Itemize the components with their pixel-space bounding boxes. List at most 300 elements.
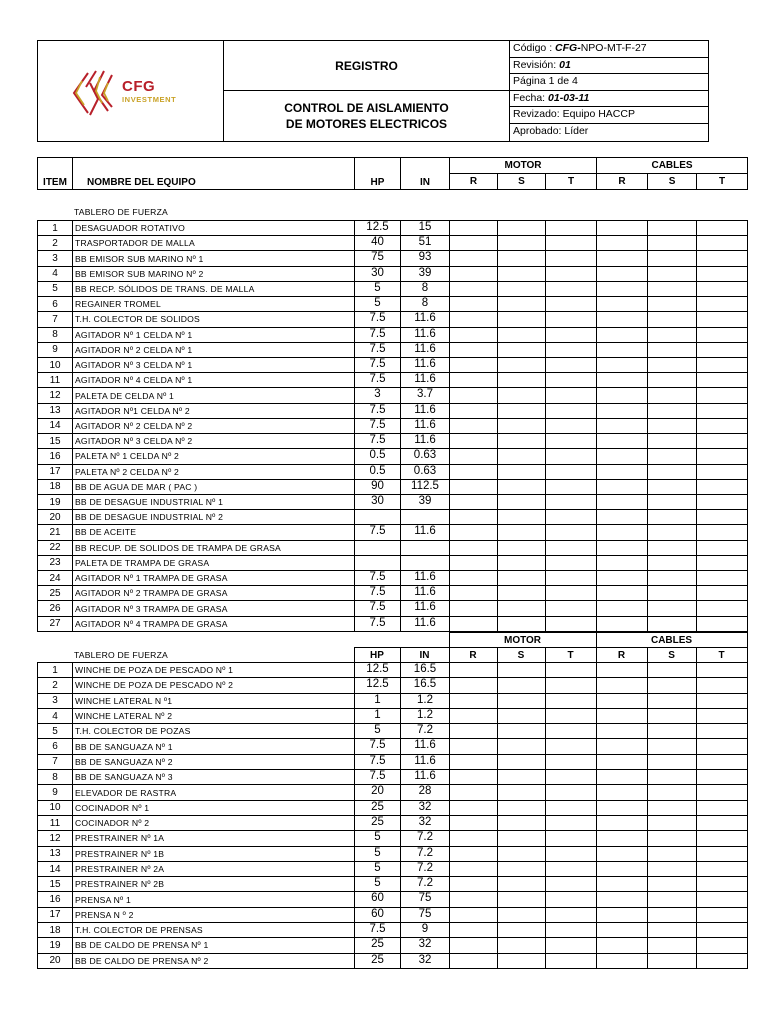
cables-s-input-cell[interactable] [648, 357, 697, 372]
cables-s-input-cell[interactable] [648, 846, 697, 861]
motor-r-input-cell[interactable] [450, 877, 498, 892]
cables-r-input-cell[interactable] [597, 449, 648, 464]
cables-r-input-cell[interactable] [597, 586, 648, 601]
motor-t-input-cell[interactable] [546, 586, 597, 601]
cables-t-input-cell[interactable] [697, 266, 748, 281]
cables-s-input-cell[interactable] [648, 831, 697, 846]
cables-s-input-cell[interactable] [648, 494, 697, 509]
motor-s-input-cell[interactable] [498, 266, 546, 281]
motor-s-input-cell[interactable] [498, 892, 546, 907]
motor-t-input-cell[interactable] [546, 479, 597, 494]
cables-r-input-cell[interactable] [597, 540, 648, 555]
motor-r-input-cell[interactable] [450, 938, 498, 953]
motor-s-input-cell[interactable] [498, 953, 546, 968]
motor-s-input-cell[interactable] [498, 724, 546, 739]
hp-cell: 5 [355, 281, 401, 296]
cables-r-input-cell[interactable] [597, 693, 648, 708]
motor-s-input-cell[interactable] [498, 785, 546, 800]
motor-r-input-cell[interactable] [450, 892, 498, 907]
cables-s-input-cell[interactable] [648, 892, 697, 907]
cables-s-input-cell[interactable] [648, 373, 697, 388]
motor-r-input-cell[interactable] [450, 678, 498, 693]
motor-t-input-cell[interactable] [546, 861, 597, 876]
motor-t-input-cell[interactable] [546, 221, 597, 236]
cables-r-input-cell[interactable] [597, 739, 648, 754]
motor-r-input-cell[interactable] [450, 754, 498, 769]
cables-t-input-cell[interactable] [697, 449, 748, 464]
motor-s-input-cell[interactable] [498, 312, 546, 327]
motor-r-input-cell[interactable] [450, 616, 498, 631]
motor-r-input-cell[interactable] [450, 281, 498, 296]
motor-r-input-cell[interactable] [450, 312, 498, 327]
motor-s-input-cell[interactable] [498, 586, 546, 601]
cables-s-input-cell[interactable] [648, 770, 697, 785]
cables-t-input-cell[interactable] [697, 678, 748, 693]
cables-r-input-cell[interactable] [597, 312, 648, 327]
motor-t-input-cell[interactable] [546, 251, 597, 266]
cables-s-input-cell[interactable] [648, 510, 697, 525]
motor-s-input-cell[interactable] [498, 754, 546, 769]
motor-t-input-cell[interactable] [546, 540, 597, 555]
motor-s-input-cell[interactable] [498, 571, 546, 586]
cables-t-input-cell[interactable] [697, 601, 748, 616]
motor-r-input-cell[interactable] [450, 342, 498, 357]
motor-r-input-cell[interactable] [450, 418, 498, 433]
motor-s-input-cell[interactable] [498, 510, 546, 525]
cables-s-input-cell[interactable] [648, 236, 697, 251]
cables-t-input-cell[interactable] [697, 800, 748, 815]
motor-r-input-cell[interactable] [450, 297, 498, 312]
motor-t-input-cell[interactable] [546, 739, 597, 754]
motor-s-input-cell[interactable] [498, 540, 546, 555]
cables-t-input-cell[interactable] [697, 418, 748, 433]
motor-t-input-cell[interactable] [546, 342, 597, 357]
motor-s-input-cell[interactable] [498, 739, 546, 754]
table-row [38, 953, 748, 968]
cables-s-input-cell[interactable] [648, 923, 697, 938]
cables-r-input-cell[interactable] [597, 327, 648, 342]
cables-s-input-cell[interactable] [648, 724, 697, 739]
motor-r-input-cell[interactable] [450, 800, 498, 815]
motor-t-input-cell[interactable] [546, 663, 597, 678]
cables-r-input-cell[interactable] [597, 479, 648, 494]
cables-t-input-cell[interactable] [697, 693, 748, 708]
motor-s-input-cell[interactable] [498, 555, 546, 570]
item-cell: 19 [38, 494, 73, 509]
cables-s-input-cell[interactable] [648, 342, 697, 357]
cables-r-input-cell[interactable] [597, 831, 648, 846]
cables-s-input-cell[interactable] [648, 449, 697, 464]
equipment-name-cell: BB DE DESAGUE INDUSTRIAL Nº 1 [73, 494, 355, 509]
cables-t-input-cell[interactable] [697, 586, 748, 601]
cables-t-input-cell[interactable] [697, 846, 748, 861]
cables-s-input-cell[interactable] [648, 663, 697, 678]
motor-r-input-cell[interactable] [450, 327, 498, 342]
motor-s-input-cell[interactable] [498, 236, 546, 251]
cables-t-input-cell[interactable] [697, 388, 748, 403]
cables-t-input-cell[interactable] [697, 403, 748, 418]
motor-s-input-cell[interactable] [498, 693, 546, 708]
col-motor: MOTOR [450, 158, 597, 174]
motor-r-input-cell[interactable] [450, 479, 498, 494]
cables-s-input-cell[interactable] [648, 678, 697, 693]
cables-r-input-cell[interactable] [597, 373, 648, 388]
motor-r-input-cell[interactable] [450, 586, 498, 601]
in-cell: 7.2 [401, 724, 450, 739]
motor-s-input-cell[interactable] [498, 403, 546, 418]
motor-t-input-cell[interactable] [546, 892, 597, 907]
cables-s-input-cell[interactable] [648, 586, 697, 601]
cables-t-input-cell[interactable] [697, 861, 748, 876]
motor-t-input-cell[interactable] [546, 373, 597, 388]
cables-r-input-cell[interactable] [597, 708, 648, 723]
motor-t-input-cell[interactable] [546, 815, 597, 830]
motor-r-input-cell[interactable] [450, 525, 498, 540]
motor-s-input-cell[interactable] [498, 678, 546, 693]
motor-s-input-cell[interactable] [498, 327, 546, 342]
motor-t-input-cell[interactable] [546, 418, 597, 433]
cables-s-input-cell[interactable] [648, 266, 697, 281]
motor-r-input-cell[interactable] [450, 266, 498, 281]
cables-t-input-cell[interactable] [697, 236, 748, 251]
motor-t-input-cell[interactable] [546, 953, 597, 968]
cables-s-input-cell[interactable] [648, 601, 697, 616]
motor-s-input-cell[interactable] [498, 907, 546, 922]
motor-t-input-cell[interactable] [546, 877, 597, 892]
motor-r-input-cell[interactable] [450, 571, 498, 586]
motor-t-input-cell[interactable] [546, 281, 597, 296]
motor-t-input-cell[interactable] [546, 571, 597, 586]
motor-r-input-cell[interactable] [450, 510, 498, 525]
motor-r-input-cell[interactable] [450, 846, 498, 861]
motor-s-input-cell[interactable] [498, 708, 546, 723]
cables-s-input-cell[interactable] [648, 571, 697, 586]
cables-s-input-cell[interactable] [648, 221, 697, 236]
cables-s-input-cell[interactable] [648, 708, 697, 723]
motor-s-input-cell[interactable] [498, 449, 546, 464]
cables-r-input-cell[interactable] [597, 297, 648, 312]
motor-t-input-cell[interactable] [546, 846, 597, 861]
cables-r-input-cell[interactable] [597, 846, 648, 861]
cables-r-input-cell[interactable] [597, 434, 648, 449]
motor-r-input-cell[interactable] [450, 494, 498, 509]
motor-s-input-cell[interactable] [498, 494, 546, 509]
motor-r-input-cell[interactable] [450, 388, 498, 403]
motor-r-input-cell[interactable] [450, 403, 498, 418]
cables-r-input-cell[interactable] [597, 357, 648, 372]
motor-s-input-cell[interactable] [498, 938, 546, 953]
motor-t-input-cell[interactable] [546, 236, 597, 251]
cables-s-input-cell[interactable] [648, 464, 697, 479]
motor-t-input-cell[interactable] [546, 494, 597, 509]
cables-s-input-cell[interactable] [648, 693, 697, 708]
cables-r-input-cell[interactable] [597, 525, 648, 540]
motor-r-input-cell[interactable] [450, 663, 498, 678]
cables-r-input-cell[interactable] [597, 938, 648, 953]
cables-r-input-cell[interactable] [597, 815, 648, 830]
cables-t-input-cell[interactable] [697, 892, 748, 907]
in-cell: 11.6 [401, 571, 450, 586]
cables-s-input-cell[interactable] [648, 418, 697, 433]
motor-t-input-cell[interactable] [546, 693, 597, 708]
motor-s-input-cell[interactable] [498, 297, 546, 312]
motor-s-input-cell[interactable] [498, 373, 546, 388]
motor-s-input-cell[interactable] [498, 616, 546, 631]
cables-t-input-cell[interactable] [697, 938, 748, 953]
motor-s-input-cell[interactable] [498, 861, 546, 876]
cables-s-input-cell[interactable] [648, 616, 697, 631]
cables-t-input-cell[interactable] [697, 831, 748, 846]
equipment-name-cell: PALETA DE CELDA Nº 1 [73, 388, 355, 403]
cables-t-input-cell[interactable] [697, 510, 748, 525]
cables-t-input-cell[interactable] [697, 708, 748, 723]
table-row [38, 297, 748, 312]
cables-s-input-cell[interactable] [648, 388, 697, 403]
cables-t-input-cell[interactable] [697, 877, 748, 892]
cables-t-input-cell[interactable] [697, 815, 748, 830]
motor-r-input-cell[interactable] [450, 251, 498, 266]
motor-r-input-cell[interactable] [450, 464, 498, 479]
cables-r-input-cell[interactable] [597, 678, 648, 693]
cables-s-input-cell[interactable] [648, 785, 697, 800]
cables-s-input-cell[interactable] [648, 312, 697, 327]
cables-t-input-cell[interactable] [697, 494, 748, 509]
cables-t-input-cell[interactable] [697, 555, 748, 570]
motor-t-input-cell[interactable] [546, 678, 597, 693]
motor-t-input-cell[interactable] [546, 831, 597, 846]
item-cell: 17 [38, 907, 73, 922]
cables-r-input-cell[interactable] [597, 236, 648, 251]
cables-t-input-cell[interactable] [697, 785, 748, 800]
motor-t-input-cell[interactable] [546, 601, 597, 616]
cables-r-input-cell[interactable] [597, 494, 648, 509]
motor-r-input-cell[interactable] [450, 434, 498, 449]
cables-r-input-cell[interactable] [597, 388, 648, 403]
motor-r-input-cell[interactable] [450, 555, 498, 570]
motor-s-input-cell[interactable] [498, 479, 546, 494]
motor-t-input-cell[interactable] [546, 449, 597, 464]
motor-r-input-cell[interactable] [450, 449, 498, 464]
motor-r-input-cell[interactable] [450, 693, 498, 708]
cables-t-input-cell[interactable] [697, 540, 748, 555]
motor-r-input-cell[interactable] [450, 831, 498, 846]
cables-s-input-cell[interactable] [648, 403, 697, 418]
cables-s-input-cell[interactable] [648, 907, 697, 922]
motor-t-input-cell[interactable] [546, 923, 597, 938]
motor-s-input-cell[interactable] [498, 923, 546, 938]
motor-r-input-cell[interactable] [450, 357, 498, 372]
cables-t-input-cell[interactable] [697, 357, 748, 372]
motor-t-input-cell[interactable] [546, 525, 597, 540]
motor-s-input-cell[interactable] [498, 434, 546, 449]
cables-s-input-cell[interactable] [648, 297, 697, 312]
motor-t-input-cell[interactable] [546, 510, 597, 525]
motor-r-input-cell[interactable] [450, 708, 498, 723]
cables-s-input-cell[interactable] [648, 938, 697, 953]
section2-header [37, 632, 748, 663]
motor-t-input-cell[interactable] [546, 616, 597, 631]
motor-s-input-cell[interactable] [498, 831, 546, 846]
cables-t-input-cell[interactable] [697, 464, 748, 479]
cables-r-input-cell[interactable] [597, 342, 648, 357]
motor-s-input-cell[interactable] [498, 525, 546, 540]
cables-t-input-cell[interactable] [697, 312, 748, 327]
cables-r-input-cell[interactable] [597, 403, 648, 418]
motor-s-input-cell[interactable] [498, 357, 546, 372]
cables-r-input-cell[interactable] [597, 464, 648, 479]
cables-t-input-cell[interactable] [697, 616, 748, 631]
cables-t-input-cell[interactable] [697, 525, 748, 540]
cables-s-input-cell[interactable] [648, 815, 697, 830]
motor-r-input-cell[interactable] [450, 815, 498, 830]
hp-cell: 5 [355, 877, 401, 892]
motor-t-input-cell[interactable] [546, 403, 597, 418]
motor-t-input-cell[interactable] [546, 434, 597, 449]
cables-t-input-cell[interactable] [697, 221, 748, 236]
cables-r-input-cell[interactable] [597, 251, 648, 266]
motor-r-input-cell[interactable] [450, 739, 498, 754]
cables-t-input-cell[interactable] [697, 770, 748, 785]
motor-r-input-cell[interactable] [450, 770, 498, 785]
item-cell: 17 [38, 464, 73, 479]
cables-t-input-cell[interactable] [697, 754, 748, 769]
motor-r-input-cell[interactable] [450, 861, 498, 876]
cables-t-input-cell[interactable] [697, 327, 748, 342]
cables-t-input-cell[interactable] [697, 342, 748, 357]
motor-r-input-cell[interactable] [450, 221, 498, 236]
column-header [37, 157, 748, 190]
cables-t-input-cell[interactable] [697, 953, 748, 968]
motor-t-input-cell[interactable] [546, 464, 597, 479]
motor-r-input-cell[interactable] [450, 724, 498, 739]
cables-r-input-cell[interactable] [597, 800, 648, 815]
cables-r-input-cell[interactable] [597, 953, 648, 968]
motor-t-input-cell[interactable] [546, 754, 597, 769]
cables-s-input-cell[interactable] [648, 861, 697, 876]
motor-s-input-cell[interactable] [498, 418, 546, 433]
motor-t-input-cell[interactable] [546, 708, 597, 723]
table-row [38, 892, 748, 907]
cables-r-input-cell[interactable] [597, 923, 648, 938]
cables-t-input-cell[interactable] [697, 724, 748, 739]
motor-t-input-cell[interactable] [546, 724, 597, 739]
cables-s-input-cell[interactable] [648, 540, 697, 555]
cables-r-input-cell[interactable] [597, 770, 648, 785]
cables-s-input-cell[interactable] [648, 479, 697, 494]
motor-r-input-cell[interactable] [450, 540, 498, 555]
cables-r-input-cell[interactable] [597, 724, 648, 739]
cables-t-input-cell[interactable] [697, 663, 748, 678]
motor-t-input-cell[interactable] [546, 297, 597, 312]
cables-r-input-cell[interactable] [597, 877, 648, 892]
motor-t-input-cell[interactable] [546, 312, 597, 327]
motor-t-input-cell[interactable] [546, 907, 597, 922]
cables-r-input-cell[interactable] [597, 907, 648, 922]
cables-r-input-cell[interactable] [597, 281, 648, 296]
cables-t-input-cell[interactable] [697, 479, 748, 494]
cables-s-input-cell[interactable] [648, 953, 697, 968]
cables-s-input-cell[interactable] [648, 754, 697, 769]
cables-t-input-cell[interactable] [697, 907, 748, 922]
cables-s-input-cell[interactable] [648, 555, 697, 570]
cables-r-input-cell[interactable] [597, 754, 648, 769]
cables-r-input-cell[interactable] [597, 266, 648, 281]
motor-r-input-cell[interactable] [450, 923, 498, 938]
motor-s-input-cell[interactable] [498, 342, 546, 357]
motor-s-input-cell[interactable] [498, 770, 546, 785]
motor-r-input-cell[interactable] [450, 236, 498, 251]
motor-s-input-cell[interactable] [498, 815, 546, 830]
cables-r-input-cell[interactable] [597, 663, 648, 678]
cables-r-input-cell[interactable] [597, 892, 648, 907]
motor-t-input-cell[interactable] [546, 938, 597, 953]
motor-t-input-cell[interactable] [546, 388, 597, 403]
cables-r-input-cell[interactable] [597, 785, 648, 800]
motor-t-input-cell[interactable] [546, 266, 597, 281]
section2-title: TABLERO DE FUERZA [74, 650, 168, 660]
motor-t-input-cell[interactable] [546, 327, 597, 342]
motor-s-input-cell[interactable] [498, 388, 546, 403]
motor-s-input-cell[interactable] [498, 601, 546, 616]
cables-r-input-cell[interactable] [597, 221, 648, 236]
motor-s-input-cell[interactable] [498, 464, 546, 479]
cables-s-input-cell[interactable] [648, 877, 697, 892]
cables-s-input-cell[interactable] [648, 800, 697, 815]
motor-r-input-cell[interactable] [450, 907, 498, 922]
motor-t-input-cell[interactable] [546, 770, 597, 785]
cables-s-input-cell[interactable] [648, 434, 697, 449]
motor-r-input-cell[interactable] [450, 373, 498, 388]
motor-s-input-cell[interactable] [498, 221, 546, 236]
motor-r-input-cell[interactable] [450, 953, 498, 968]
cables-r-input-cell[interactable] [597, 616, 648, 631]
motor-r-input-cell[interactable] [450, 785, 498, 800]
cables-t-input-cell[interactable] [697, 297, 748, 312]
cables-t-input-cell[interactable] [697, 373, 748, 388]
in-cell: 32 [401, 938, 450, 953]
cables-s-input-cell[interactable] [648, 525, 697, 540]
motor-s-input-cell[interactable] [498, 800, 546, 815]
motor-s-input-cell[interactable] [498, 663, 546, 678]
motor-s-input-cell[interactable] [498, 281, 546, 296]
cables-t-input-cell[interactable] [697, 251, 748, 266]
cables-r-input-cell[interactable] [597, 601, 648, 616]
motor-t-input-cell[interactable] [546, 800, 597, 815]
motor-s-input-cell[interactable] [498, 877, 546, 892]
cables-s-input-cell[interactable] [648, 327, 697, 342]
cables-r-input-cell[interactable] [597, 571, 648, 586]
cables-r-input-cell[interactable] [597, 861, 648, 876]
motor-t-input-cell[interactable] [546, 785, 597, 800]
cables-r-input-cell[interactable] [597, 418, 648, 433]
cables-s-input-cell[interactable] [648, 251, 697, 266]
cables-t-input-cell[interactable] [697, 434, 748, 449]
motor-r-input-cell[interactable] [450, 601, 498, 616]
cables-t-input-cell[interactable] [697, 571, 748, 586]
motor-t-input-cell[interactable] [546, 555, 597, 570]
cables-s-input-cell[interactable] [648, 739, 697, 754]
cables-r-input-cell[interactable] [597, 555, 648, 570]
cables-t-input-cell[interactable] [697, 923, 748, 938]
motor-s-input-cell[interactable] [498, 846, 546, 861]
motor-t-input-cell[interactable] [546, 357, 597, 372]
motor-s-input-cell[interactable] [498, 251, 546, 266]
cables-t-input-cell[interactable] [697, 281, 748, 296]
cables-t-input-cell[interactable] [697, 739, 748, 754]
in-cell: 8 [401, 281, 450, 296]
cables-r-input-cell[interactable] [597, 510, 648, 525]
cables-s-input-cell[interactable] [648, 281, 697, 296]
